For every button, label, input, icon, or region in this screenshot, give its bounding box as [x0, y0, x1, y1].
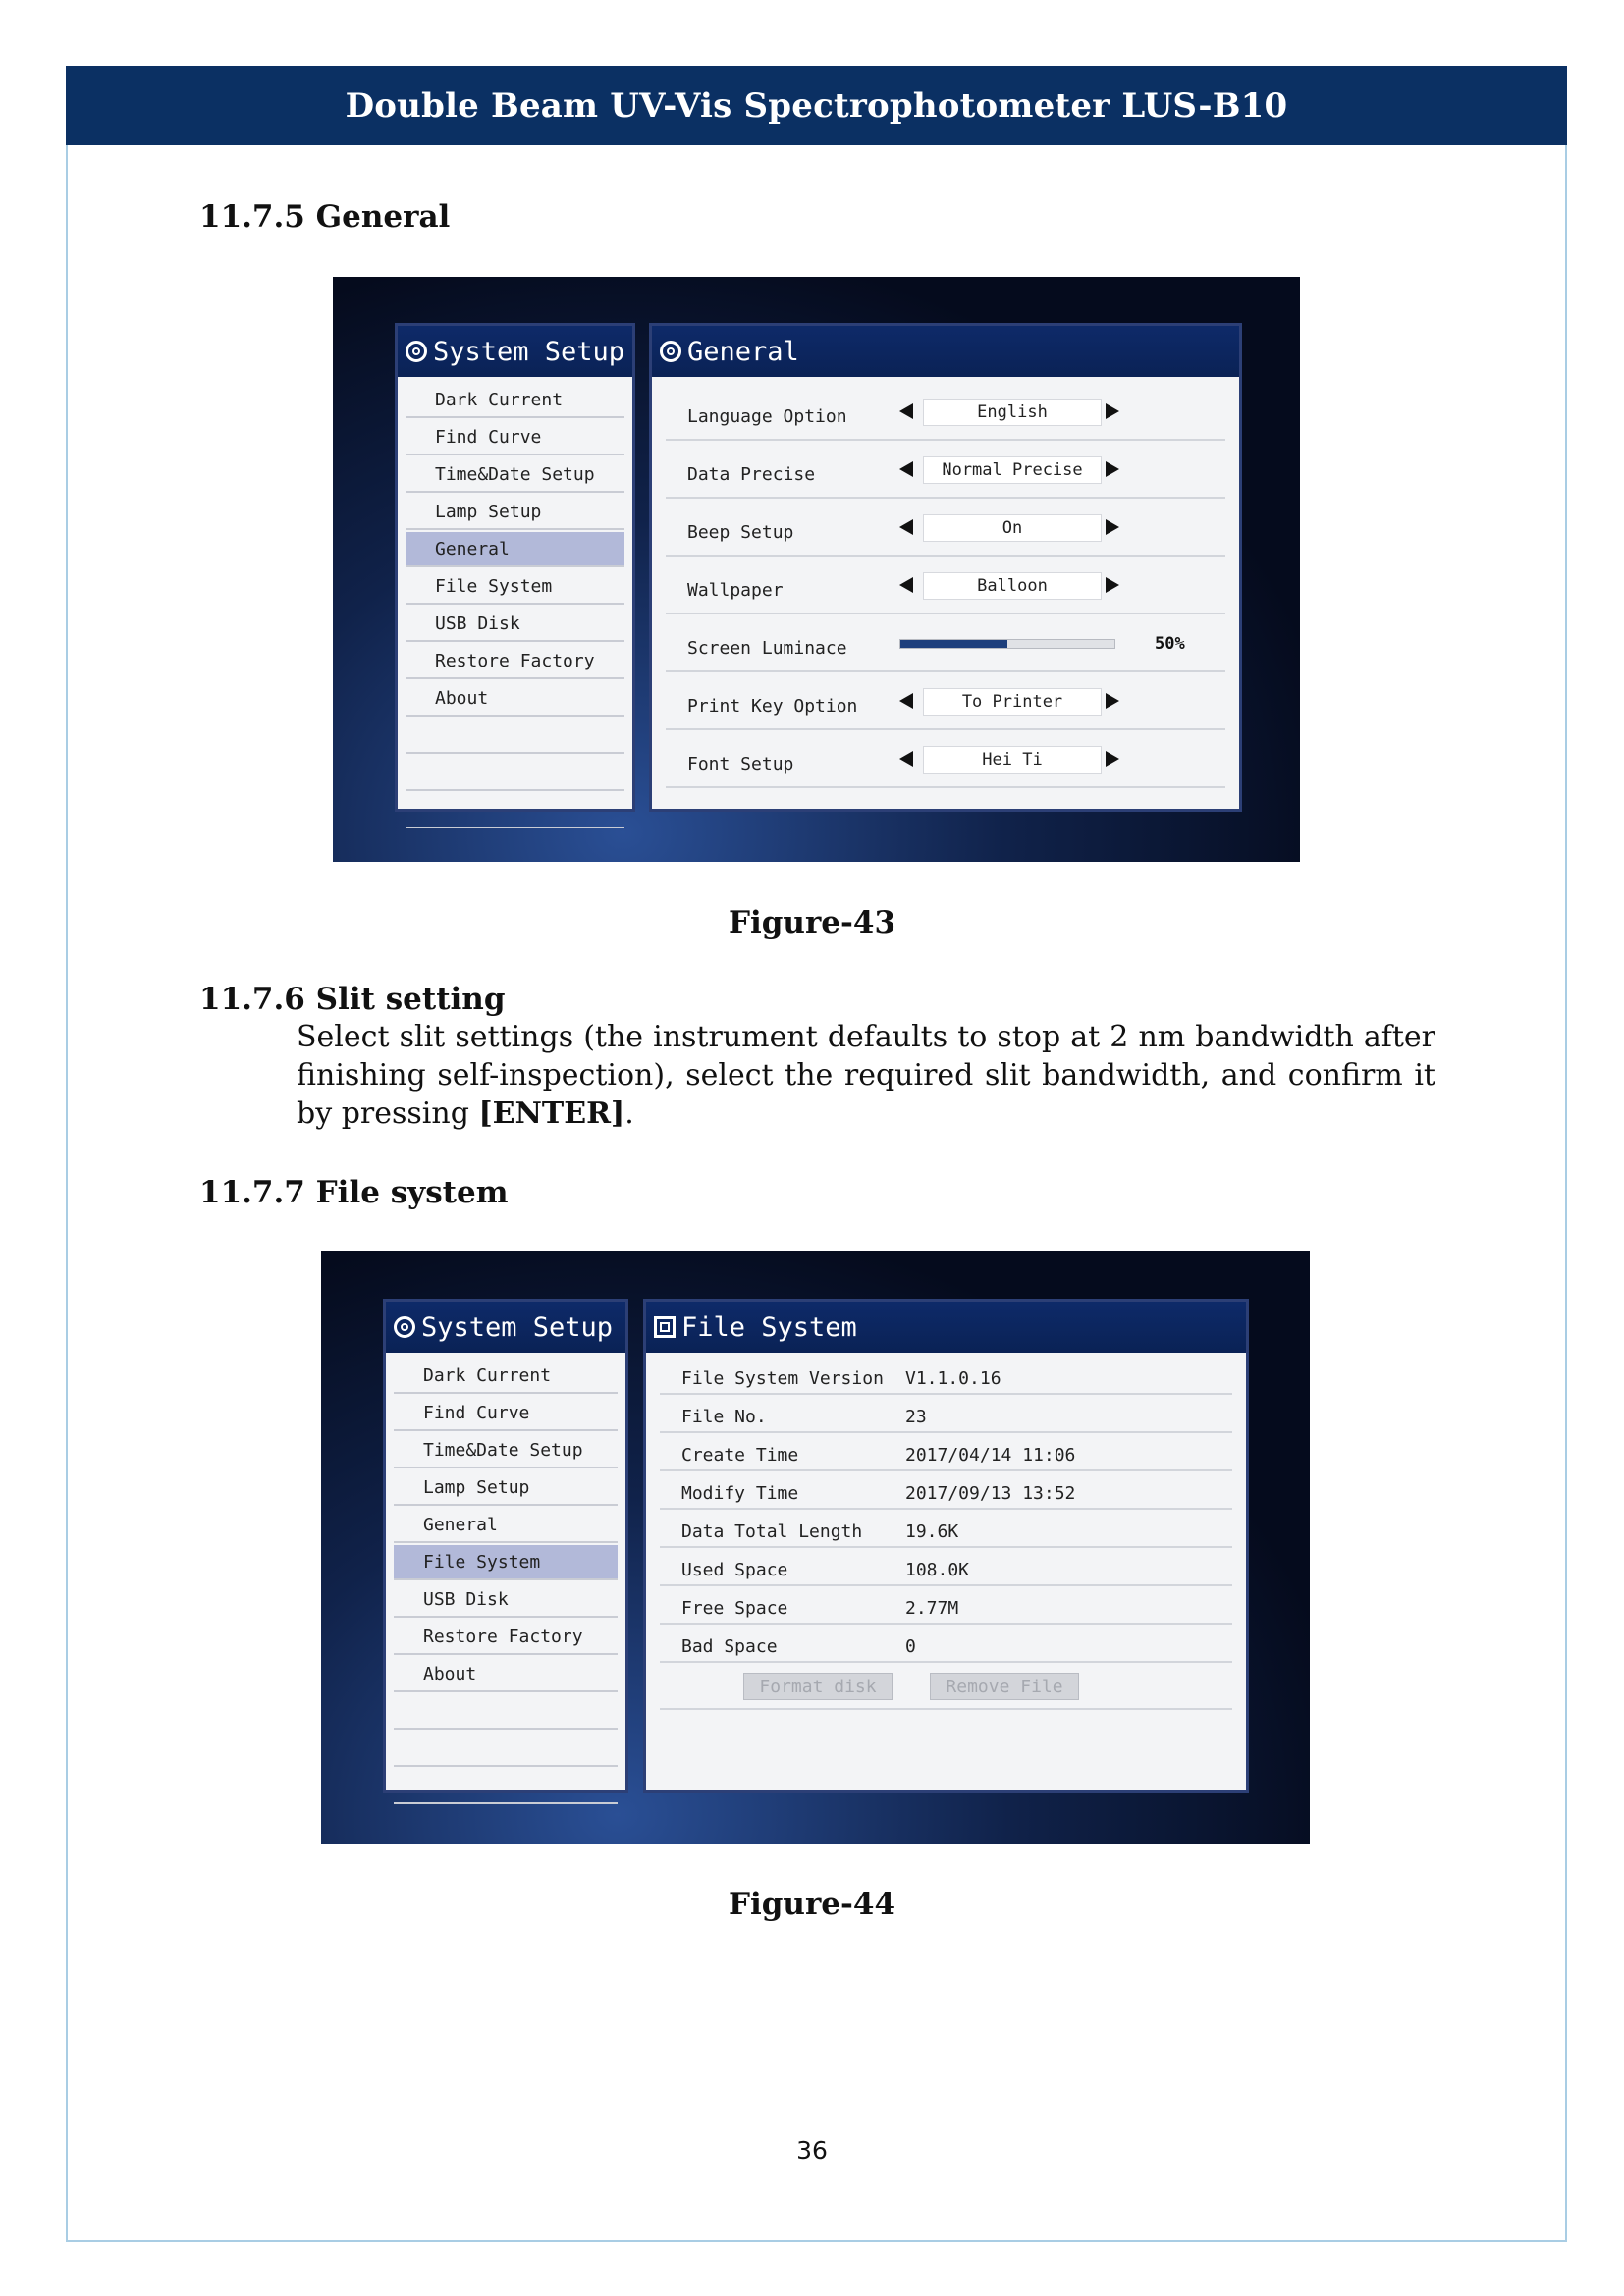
menu-item-dark-current[interactable]: Dark Current	[394, 1359, 618, 1394]
file-info-label: Modify Time	[681, 1483, 799, 1504]
figure-general-screenshot	[333, 277, 1300, 862]
file-system-icon	[654, 1316, 676, 1338]
file-info-value: 2.77M	[905, 1598, 959, 1619]
file-info-value: 0	[905, 1636, 916, 1657]
file-info-value: 108.0K	[905, 1560, 970, 1580]
system-setup-title: System Setup	[398, 326, 632, 377]
setting-row	[666, 672, 1225, 730]
menu-empty-slot	[394, 1732, 618, 1767]
file-info-row	[660, 1433, 1232, 1471]
remove-file-button[interactable]: Remove File	[930, 1673, 1079, 1700]
setting-row	[666, 441, 1225, 499]
setting-value: English	[923, 399, 1102, 426]
menu-item-usb-disk[interactable]: USB Disk	[406, 607, 624, 642]
menu-item-file-system[interactable]: File System	[394, 1545, 618, 1580]
setting-value: Hei Ti	[923, 746, 1102, 774]
menu-item-find-curve[interactable]: Find Curve	[394, 1396, 618, 1431]
file-info-label: Used Space	[681, 1560, 788, 1580]
file-info-row	[660, 1357, 1232, 1395]
file-info-value: 2017/04/14 11:06	[905, 1445, 1076, 1466]
file-info-value: 19.6K	[905, 1522, 959, 1542]
system-setup-menu	[383, 1299, 628, 1793]
gear-icon	[406, 341, 427, 362]
left-arrow-icon[interactable]	[899, 577, 913, 593]
file-info-value: 2017/09/13 13:52	[905, 1483, 1076, 1504]
menu-empty-slot	[406, 756, 624, 791]
left-arrow-icon[interactable]	[899, 461, 913, 477]
menu-item-file-system[interactable]: File System	[406, 569, 624, 605]
menu-item-about[interactable]: About	[406, 681, 624, 717]
menu-item-restore-factory[interactable]: Restore Factory	[394, 1620, 618, 1655]
right-arrow-icon[interactable]	[1106, 403, 1119, 419]
setting-value: Normal Precise	[923, 456, 1102, 484]
screen-luminance-slider[interactable]	[899, 639, 1115, 649]
general-panel-title: General	[652, 326, 1239, 377]
file-info-value: 23	[905, 1407, 927, 1427]
gear-icon	[394, 1316, 415, 1338]
setting-label: Beep Setup	[687, 522, 794, 543]
file-info-row	[660, 1510, 1232, 1548]
setting-value: To Printer	[923, 688, 1102, 716]
menu-empty-slot	[406, 719, 624, 754]
setting-value: Balloon	[923, 572, 1102, 600]
right-arrow-icon[interactable]	[1106, 577, 1119, 593]
menu-empty-slot	[394, 1694, 618, 1730]
file-info-row	[660, 1548, 1232, 1586]
section-heading-general: 11.7.5 General	[199, 199, 451, 235]
system-setup-menu	[395, 323, 635, 812]
file-info-row	[660, 1625, 1232, 1663]
general-panel	[649, 323, 1242, 812]
file-info-row	[660, 1586, 1232, 1625]
gear-icon	[660, 341, 681, 362]
file-system-panel	[643, 1299, 1249, 1793]
setting-label: Data Precise	[687, 464, 816, 485]
file-info-value: V1.1.0.16	[905, 1368, 1001, 1389]
file-info-label: Bad Space	[681, 1636, 778, 1657]
file-info-label: File No.	[681, 1407, 767, 1427]
menu-item-lamp-setup[interactable]: Lamp Setup	[394, 1470, 618, 1506]
menu-item-time-date-setup[interactable]: Time&Date Setup	[394, 1433, 618, 1468]
page-number: 36	[796, 2136, 828, 2164]
system-setup-title: System Setup	[386, 1302, 625, 1353]
file-actions-row	[660, 1663, 1232, 1710]
file-info-label: File System Version	[681, 1368, 884, 1389]
menu-item-dark-current[interactable]: Dark Current	[406, 383, 624, 418]
menu-item-general[interactable]: General	[394, 1508, 618, 1543]
setting-label: Language Option	[687, 406, 847, 427]
menu-item-time-date-setup[interactable]: Time&Date Setup	[406, 457, 624, 493]
setting-label: Wallpaper	[687, 580, 784, 601]
setting-row	[666, 499, 1225, 557]
menu-empty-slot	[394, 1769, 618, 1804]
menu-item-usb-disk[interactable]: USB Disk	[394, 1582, 618, 1618]
setting-row	[666, 557, 1225, 614]
right-arrow-icon[interactable]	[1106, 693, 1119, 709]
enter-key-label: [ENTER]	[478, 1096, 625, 1131]
right-arrow-icon[interactable]	[1106, 751, 1119, 767]
menu-item-lamp-setup[interactable]: Lamp Setup	[406, 495, 624, 530]
figure-caption-44: Figure-44	[728, 1887, 896, 1922]
section-heading-slit: 11.7.6 Slit setting	[199, 982, 506, 1017]
left-arrow-icon[interactable]	[899, 751, 913, 767]
right-arrow-icon[interactable]	[1106, 519, 1119, 535]
setting-row	[666, 730, 1225, 788]
slider-value: 50%	[1155, 634, 1185, 654]
menu-item-restore-factory[interactable]: Restore Factory	[406, 644, 624, 679]
menu-item-find-curve[interactable]: Find Curve	[406, 420, 624, 455]
file-info-row	[660, 1395, 1232, 1433]
setting-label: Print Key Option	[687, 696, 858, 717]
page-header-title: Double Beam UV-Vis Spectrophotometer LUS-B10	[345, 85, 1288, 126]
setting-label: Screen Luminace	[687, 638, 847, 659]
slider-fill	[900, 640, 1007, 648]
menu-empty-slot	[406, 793, 624, 828]
setting-row	[666, 614, 1225, 672]
file-info-label: Data Total Length	[681, 1522, 863, 1542]
file-info-label: Create Time	[681, 1445, 799, 1466]
menu-item-general[interactable]: General	[406, 532, 624, 567]
menu-item-about[interactable]: About	[394, 1657, 618, 1692]
file-info-label: Free Space	[681, 1598, 788, 1619]
file-info-row	[660, 1471, 1232, 1510]
setting-label: Font Setup	[687, 754, 794, 774]
slit-paragraph: Select slit settings (the instrument defaults to stop at 2 nm bandwidth after finishing self-inspection), select the required slit bandwidth, and confirm it by pressing [ENTER].	[297, 1020, 1435, 1131]
setting-value: On	[923, 514, 1102, 542]
format-disk-button[interactable]: Format disk	[743, 1673, 893, 1700]
page-header	[66, 66, 1567, 145]
left-arrow-icon[interactable]	[899, 519, 913, 535]
right-arrow-icon[interactable]	[1106, 461, 1119, 477]
section-heading-filesystem: 11.7.7 File system	[199, 1175, 509, 1210]
figure-caption-43: Figure-43	[728, 905, 896, 940]
left-arrow-icon[interactable]	[899, 403, 913, 419]
file-system-panel-title: File System	[646, 1302, 1246, 1353]
left-arrow-icon[interactable]	[899, 693, 913, 709]
setting-row	[666, 383, 1225, 441]
figure-filesystem-screenshot	[321, 1251, 1310, 1844]
